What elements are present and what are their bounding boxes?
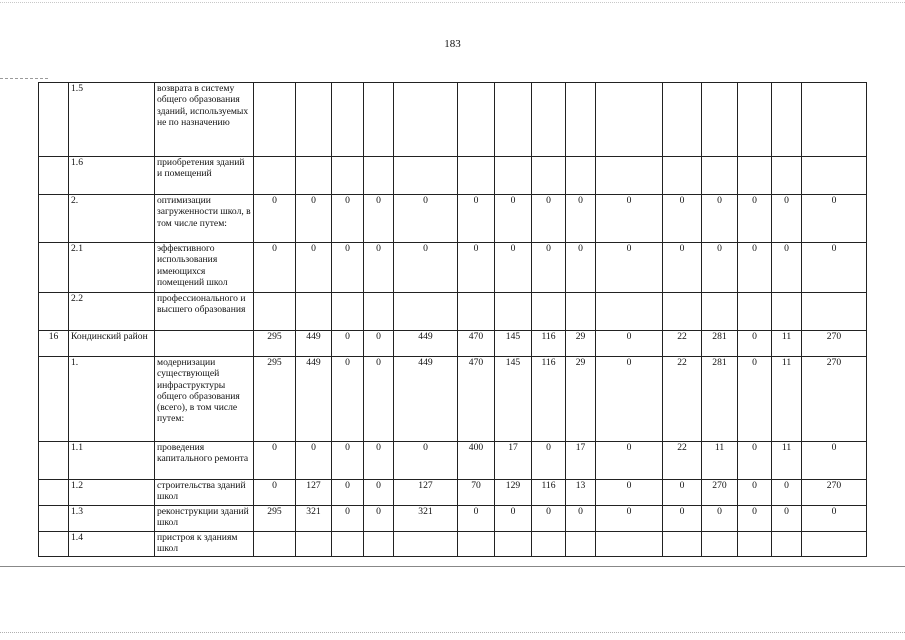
value-cell: 0 — [254, 243, 296, 293]
value-cell: 0 — [332, 195, 364, 243]
value-cell: 0 — [663, 195, 702, 243]
value-cell: 0 — [296, 442, 332, 480]
row-description — [155, 331, 254, 357]
value-cell: 0 — [702, 506, 738, 532]
row-index — [39, 83, 69, 157]
value-cell: 0 — [364, 243, 394, 293]
value-cell: 145 — [495, 357, 532, 442]
row-description: строительства зданий школ — [155, 480, 254, 506]
value-cell — [663, 83, 702, 157]
value-cell: 295 — [254, 331, 296, 357]
value-cell: 0 — [772, 195, 802, 243]
value-cell: 29 — [566, 331, 596, 357]
value-cell: 470 — [458, 357, 495, 442]
row-index — [39, 357, 69, 442]
value-cell: 0 — [394, 243, 458, 293]
value-cell: 11 — [772, 331, 802, 357]
value-cell — [802, 83, 867, 157]
value-cell: 129 — [495, 480, 532, 506]
table-row — [39, 532, 867, 557]
value-cell: 22 — [663, 331, 702, 357]
value-cell — [332, 532, 364, 557]
table-row — [39, 243, 867, 293]
value-cell — [254, 83, 296, 157]
row-code: 1.3 — [69, 506, 155, 532]
value-cell — [495, 532, 532, 557]
value-cell — [458, 532, 495, 557]
value-cell: 0 — [332, 480, 364, 506]
value-cell: 29 — [566, 357, 596, 442]
value-cell: 0 — [254, 195, 296, 243]
value-cell — [532, 532, 566, 557]
value-cell: 281 — [702, 357, 738, 442]
value-cell: 321 — [394, 506, 458, 532]
value-cell — [394, 293, 458, 331]
value-cell: 0 — [532, 506, 566, 532]
value-cell: 449 — [394, 331, 458, 357]
value-cell — [566, 83, 596, 157]
row-index — [39, 480, 69, 506]
value-cell: 0 — [458, 243, 495, 293]
value-cell: 0 — [332, 506, 364, 532]
value-cell: 11 — [702, 442, 738, 480]
value-cell — [394, 83, 458, 157]
scan-mark-left — [0, 78, 48, 79]
value-cell — [254, 532, 296, 557]
value-cell — [532, 83, 566, 157]
value-cell: 0 — [364, 195, 394, 243]
value-cell: 0 — [254, 480, 296, 506]
value-cell: 0 — [802, 442, 867, 480]
value-cell — [296, 293, 332, 331]
value-cell — [332, 83, 364, 157]
value-cell: 0 — [495, 243, 532, 293]
row-description: приобретения зданий и помещений — [155, 157, 254, 195]
value-cell: 0 — [332, 357, 364, 442]
value-cell — [702, 293, 738, 331]
value-cell: 0 — [458, 506, 495, 532]
value-cell — [458, 293, 495, 331]
value-cell — [702, 83, 738, 157]
value-cell — [296, 83, 332, 157]
row-code: 1.5 — [69, 83, 155, 157]
row-code: 1.6 — [69, 157, 155, 195]
value-cell — [566, 532, 596, 557]
value-cell: 0 — [364, 506, 394, 532]
table-row — [39, 331, 867, 357]
table-row — [39, 442, 867, 480]
value-cell: 0 — [772, 506, 802, 532]
row-description: эффективного использования имеющихся помещений школ — [155, 243, 254, 293]
value-cell: 0 — [566, 506, 596, 532]
value-cell: 0 — [394, 442, 458, 480]
row-description: реконструкции зданий школ — [155, 506, 254, 532]
scan-edge-bottom — [0, 632, 905, 633]
value-cell: 295 — [254, 506, 296, 532]
value-cell — [738, 83, 772, 157]
row-code: 1.4 — [69, 532, 155, 557]
value-cell: 116 — [532, 480, 566, 506]
value-cell: 449 — [296, 357, 332, 442]
value-cell — [772, 293, 802, 331]
value-cell: 0 — [394, 195, 458, 243]
table-row — [39, 195, 867, 243]
value-cell: 0 — [738, 442, 772, 480]
value-cell: 0 — [596, 243, 663, 293]
value-cell: 17 — [495, 442, 532, 480]
value-cell — [495, 83, 532, 157]
row-code: 2. — [69, 195, 155, 243]
data-table — [38, 82, 867, 557]
row-index — [39, 243, 69, 293]
row-index — [39, 506, 69, 532]
value-cell — [566, 157, 596, 195]
value-cell: 270 — [802, 331, 867, 357]
value-cell — [254, 157, 296, 195]
value-cell — [772, 532, 802, 557]
value-cell: 0 — [566, 243, 596, 293]
value-cell: 22 — [663, 442, 702, 480]
value-cell: 145 — [495, 331, 532, 357]
table-row — [39, 157, 867, 195]
value-cell: 116 — [532, 357, 566, 442]
table-row — [39, 357, 867, 442]
table-row — [39, 506, 867, 532]
value-cell: 70 — [458, 480, 495, 506]
value-cell — [663, 157, 702, 195]
value-cell — [596, 293, 663, 331]
value-cell: 0 — [738, 243, 772, 293]
value-cell — [802, 157, 867, 195]
value-cell: 17 — [566, 442, 596, 480]
value-cell: 0 — [663, 506, 702, 532]
value-cell: 0 — [702, 195, 738, 243]
value-cell: 281 — [702, 331, 738, 357]
value-cell: 0 — [495, 506, 532, 532]
value-cell — [458, 157, 495, 195]
value-cell — [566, 293, 596, 331]
value-cell: 0 — [296, 195, 332, 243]
value-cell — [663, 293, 702, 331]
value-cell — [495, 293, 532, 331]
value-cell: 0 — [596, 357, 663, 442]
value-cell: 0 — [332, 243, 364, 293]
table-row — [39, 480, 867, 506]
value-cell: 0 — [663, 480, 702, 506]
value-cell — [364, 532, 394, 557]
value-cell — [702, 157, 738, 195]
value-cell — [296, 157, 332, 195]
value-cell: 321 — [296, 506, 332, 532]
value-cell: 0 — [738, 506, 772, 532]
table-row — [39, 83, 867, 157]
value-cell: 22 — [663, 357, 702, 442]
value-cell — [738, 532, 772, 557]
value-cell — [802, 532, 867, 557]
value-cell — [772, 83, 802, 157]
value-cell: 127 — [394, 480, 458, 506]
value-cell: 0 — [738, 480, 772, 506]
row-description: профессионального и высшего образования — [155, 293, 254, 331]
value-cell: 295 — [254, 357, 296, 442]
row-index — [39, 195, 69, 243]
row-description: пристроя к зданиям школ — [155, 532, 254, 557]
value-cell — [596, 83, 663, 157]
value-cell — [596, 532, 663, 557]
value-cell: 400 — [458, 442, 495, 480]
value-cell: 0 — [738, 195, 772, 243]
value-cell — [254, 293, 296, 331]
row-description: возврата в систему общего образования зданий, используемых не по назначению — [155, 83, 254, 157]
value-cell — [663, 532, 702, 557]
value-cell — [394, 532, 458, 557]
page-number: 183 — [444, 38, 461, 50]
value-cell — [738, 293, 772, 331]
value-cell: 0 — [738, 331, 772, 357]
value-cell: 0 — [364, 480, 394, 506]
row-description: оптимизации загруженности школ, в том числе путем: — [155, 195, 254, 243]
value-cell: 0 — [532, 243, 566, 293]
row-code: 1. — [69, 357, 155, 442]
value-cell: 0 — [566, 195, 596, 243]
value-cell: 0 — [532, 442, 566, 480]
row-code: 1.1 — [69, 442, 155, 480]
value-cell: 11 — [772, 357, 802, 442]
value-cell: 0 — [596, 331, 663, 357]
value-cell: 0 — [332, 442, 364, 480]
value-cell — [332, 293, 364, 331]
row-index: 16 — [39, 331, 69, 357]
row-code: Кондинский район — [69, 331, 155, 357]
value-cell — [364, 157, 394, 195]
value-cell: 0 — [596, 195, 663, 243]
row-description: модернизации существующей инфраструктуры общего образования (всего), в том числе путем: — [155, 357, 254, 442]
value-cell — [364, 83, 394, 157]
value-cell — [296, 532, 332, 557]
value-cell: 0 — [458, 195, 495, 243]
value-cell: 0 — [364, 331, 394, 357]
value-cell: 270 — [802, 357, 867, 442]
value-cell: 270 — [802, 480, 867, 506]
scan-edge-top — [0, 2, 905, 3]
value-cell: 116 — [532, 331, 566, 357]
scan-rule-bottom — [0, 566, 905, 567]
value-cell: 0 — [332, 331, 364, 357]
value-cell — [596, 157, 663, 195]
value-cell: 270 — [702, 480, 738, 506]
value-cell: 449 — [296, 331, 332, 357]
value-cell: 0 — [296, 243, 332, 293]
value-cell: 0 — [254, 442, 296, 480]
value-cell: 0 — [772, 243, 802, 293]
row-index — [39, 442, 69, 480]
value-cell — [532, 157, 566, 195]
value-cell: 127 — [296, 480, 332, 506]
value-cell: 11 — [772, 442, 802, 480]
value-cell: 470 — [458, 331, 495, 357]
table-row — [39, 293, 867, 331]
value-cell: 0 — [663, 243, 702, 293]
value-cell: 0 — [532, 195, 566, 243]
row-code: 2.1 — [69, 243, 155, 293]
value-cell: 0 — [596, 442, 663, 480]
value-cell: 0 — [738, 357, 772, 442]
value-cell: 0 — [802, 243, 867, 293]
value-cell: 449 — [394, 357, 458, 442]
value-cell: 0 — [596, 506, 663, 532]
value-cell: 0 — [596, 480, 663, 506]
value-cell — [394, 157, 458, 195]
value-cell — [772, 157, 802, 195]
value-cell — [802, 293, 867, 331]
value-cell — [364, 293, 394, 331]
value-cell: 0 — [364, 357, 394, 442]
row-index — [39, 532, 69, 557]
row-index — [39, 157, 69, 195]
value-cell — [532, 293, 566, 331]
value-cell: 0 — [364, 442, 394, 480]
value-cell: 0 — [702, 243, 738, 293]
value-cell — [702, 532, 738, 557]
value-cell — [458, 83, 495, 157]
row-code: 2.2 — [69, 293, 155, 331]
value-cell: 0 — [802, 506, 867, 532]
value-cell: 0 — [495, 195, 532, 243]
value-cell: 13 — [566, 480, 596, 506]
row-index — [39, 293, 69, 331]
value-cell: 0 — [772, 480, 802, 506]
value-cell — [495, 157, 532, 195]
value-cell — [738, 157, 772, 195]
value-cell — [332, 157, 364, 195]
row-description: проведения капитального ремонта — [155, 442, 254, 480]
value-cell: 0 — [802, 195, 867, 243]
row-code: 1.2 — [69, 480, 155, 506]
